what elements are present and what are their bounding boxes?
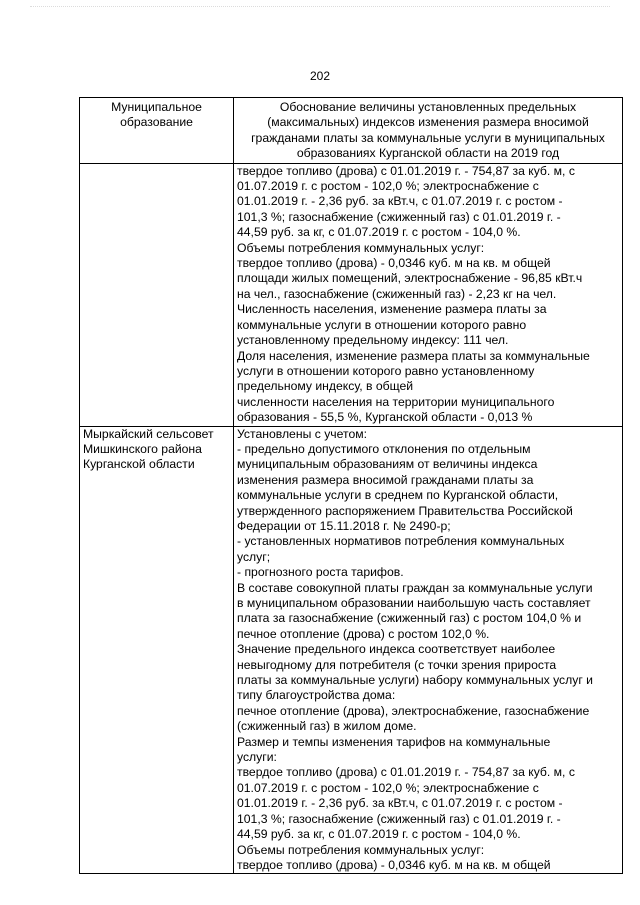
justification-cell (234, 426, 623, 874)
text-line: Установлены с учетом: (237, 426, 367, 441)
text-line: услуги: (237, 750, 277, 765)
header-justification (234, 98, 623, 164)
municipality-cell (80, 426, 234, 874)
text-line: 101,3 %; газоснабжение (сжиженный газ) с 01.01.2019 г. - (237, 209, 561, 224)
text-line: 101,3 %; газоснабжение (сжиженный газ) с 01.01.2019 г. - (237, 811, 561, 826)
municipality-line: Мишкинского района (83, 441, 202, 456)
text-line: плата за газоснабжение (сжиженный газ) с ростом 104,0 % и (237, 611, 582, 626)
text-line: предельному индексу, в общей (237, 379, 414, 394)
text-line: твердое топливо (дрова) - 0,0346 куб. м на кв. м общей (237, 256, 551, 271)
header-line: образование (120, 115, 193, 130)
text-line: Доля населения, изменение размера платы за коммунальные (237, 348, 590, 363)
text-line: услуги в отношении которого равно установленному (237, 363, 535, 378)
text-line: утвержденного распоряжением Правительства Российской (237, 503, 573, 518)
header-municipality (80, 98, 234, 164)
text-line: в муниципальном образовании наибольшую часть составляет (237, 596, 591, 610)
text-line: 01.07.2019 г. с ростом - 102,0 %; электроснабжение с (237, 780, 539, 795)
text-line: печное отопление (дрова) с ростом 102,0 %. (237, 626, 490, 641)
scan-artifact (30, 6, 610, 9)
text-line: площади жилых помещений, электроснабжение - 96,85 кВт.ч (237, 271, 583, 286)
text-line: численности населения на территории муниципального (237, 394, 555, 409)
text-line: Размер и темпы изменения тарифов на коммунальные (237, 734, 551, 749)
header-line: гражданами платы за коммунальные услуги в муниципальных (251, 130, 605, 145)
municipality-line: Курганской области (83, 457, 195, 472)
text-line: В составе совокупной платы граждан за коммунальные услуги (237, 580, 593, 595)
text-line: Федерации от 15.11.2018 г. № 2490-р; (237, 518, 451, 533)
justification-table (79, 97, 623, 874)
header-line: образованиях Курганской области на 2019 год (296, 146, 560, 161)
text-line: - установленных нормативов потребления коммунальных (237, 534, 565, 549)
text-line: Значение предельного индекса соответствует наиболее (237, 642, 556, 657)
text-line: коммунальные услуги в среднем по Курганской области, (237, 488, 559, 503)
text-line: платы за коммунальные услуги) набору коммунальных услуг и (237, 673, 593, 688)
text-line: 01.01.2019 г. - 2,36 руб. за кВт.ч, с 01.07.2019 г. с ростом - (237, 194, 563, 209)
text-line: невыгодному для потребителя (с точки зрения прироста (237, 657, 557, 672)
text-line: 44,59 руб. за кг, с 01.07.2019 г. с ростом - 104,0 %. (237, 225, 521, 240)
text-line: твердое топливо (дрова) с 01.01.2019 г. - 754,87 за куб. м, с (237, 163, 575, 178)
text-line: 01.01.2019 г. - 2,36 руб. за кВт.ч, с 01.07.2019 г. с ростом - (237, 796, 563, 811)
text-line: (сжиженный газ) в жилом доме. (237, 719, 417, 734)
table-row (80, 426, 623, 874)
page-number: 202 (309, 69, 331, 83)
text-line: коммунальные услуги в отношении которого равно (237, 317, 527, 332)
text-line: услуг; (237, 549, 271, 564)
text-line: - предельно допустимого отклонения по отдельным (237, 441, 531, 456)
table-row (80, 163, 623, 426)
justification-cell (234, 163, 623, 426)
text-line: печное отопление (дрова), электроснабжение, газоснабжение (237, 703, 590, 718)
text-line: Численность населения, изменение размера платы за (237, 302, 547, 317)
header-line: (максимальных) индексов изменения размера вносимой (267, 115, 589, 130)
text-line: установленному предельному индексу: 111 чел. (237, 333, 509, 348)
text-line: изменения размера вносимой гражданами платы за (237, 472, 534, 487)
table-header-row (80, 98, 623, 164)
header-line: Муниципальное (111, 100, 202, 114)
text-line: типу благоустройства дома: (237, 688, 396, 703)
text-line: - прогнозного роста тарифов. (237, 565, 404, 580)
text-line: 44,59 руб. за кг, с 01.07.2019 г. с ростом - 104,0 %. (237, 827, 521, 842)
text-line: Объемы потребления коммунальных услуг: (237, 240, 485, 255)
text-line: 01.07.2019 г. с ростом - 102,0 %; электроснабжение с (237, 179, 539, 194)
text-line: на чел., газоснабжение (сжиженный газ) - 2,23 кг на чел. (237, 286, 557, 301)
municipality-cell (80, 163, 234, 426)
text-line: твердое топливо (дрова) - 0,0346 куб. м на кв. м общей (237, 857, 551, 872)
municipality-line: Мыркайский сельсовет (83, 426, 214, 441)
text-line: образования - 55,5 %, Курганской области - 0,013 % (237, 410, 533, 425)
text-line: твердое топливо (дрова) с 01.01.2019 г. - 754,87 за куб. м, с (237, 765, 575, 780)
text-line: муниципальным образованиям от величины индекса (237, 457, 538, 472)
text-line: Объемы потребления коммунальных услуг: (237, 842, 485, 857)
header-line: Обоснование величины установленных предельных (279, 100, 577, 114)
